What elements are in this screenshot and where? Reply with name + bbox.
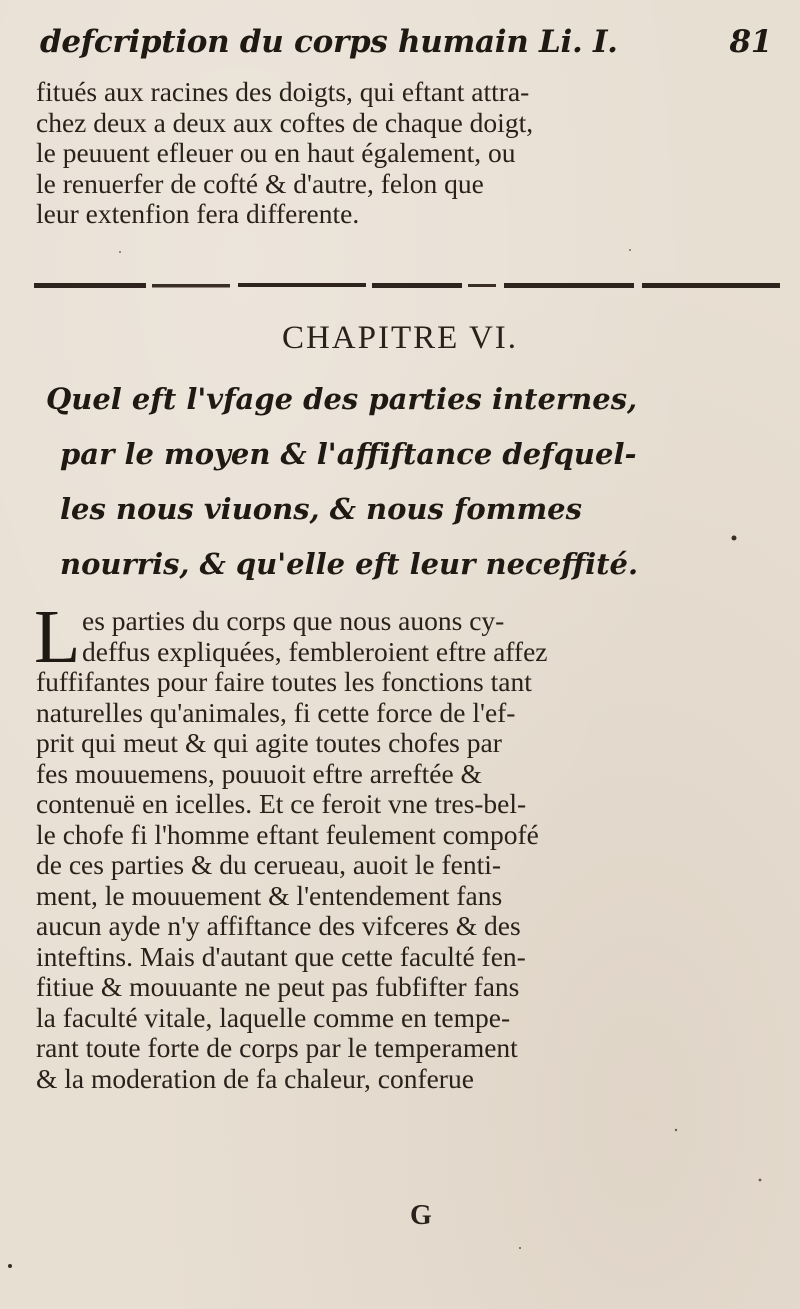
text-line: naturelles qu'animales, fi cette force de l'ef- [36, 697, 516, 728]
drop-cap: L [34, 595, 81, 679]
text-line: le chofe fi l'homme eftant feulement compofé [36, 819, 539, 850]
text-line: de ces parties & du cerueau, auoit le fenti- [36, 850, 502, 880]
text-line: prit qui meut & qui agite toutes chofes par [36, 728, 502, 758]
text-line: fitiue & mouuante ne peut pas fubfifter fans [36, 972, 520, 1002]
text-line: le renuerfer de cofté & d'autre, felon que [36, 168, 484, 199]
decorative-rule [34, 277, 780, 295]
text-line: fitués aux racines des doigts, qui eftant attra- [36, 77, 530, 107]
text-line: la faculté vitale, laquelle comme en tempe- [36, 1002, 511, 1033]
heading-line: Quel eft l'vfage des parties internes, [46, 382, 638, 416]
body-text [34, 595, 786, 1094]
heading-line: nourris, & qu'elle eft leur neceffité. [60, 547, 639, 581]
page-number: 81 [729, 24, 772, 60]
continued-text [36, 77, 786, 230]
heading-line: les nous viuons, & nous fommes [60, 492, 582, 526]
signature-mark: G [410, 1200, 432, 1231]
text-line: chez deux a deux aux coftes de chaque doigt, [36, 107, 534, 138]
text-line: aucun ayde n'y affiftance des vifceres & des [36, 911, 521, 941]
text-line: inteftins. Mais d'autant que cette faculté fen- [36, 941, 526, 972]
text-line: le peuuent efleuer ou en haut également, ou [36, 138, 516, 168]
text-line: & la moderation de fa chaleur, conferue [36, 1063, 474, 1094]
text-line: deffus expliquées, fembleroient eftre affez [82, 636, 548, 667]
chapter-heading [46, 372, 786, 592]
text-line: contenuë en icelles. Et ce feroit vne tres-bel- [36, 789, 527, 819]
text-line: ment, le mouuement & l'entendement fans [36, 880, 503, 911]
text-line: es parties du corps que nous auons cy- [82, 606, 505, 636]
heading-line: par le moyen & l'affiftance defquel- [60, 437, 637, 471]
chapter-title: CHAPITRE VI. [281, 320, 519, 356]
running-head [40, 12, 780, 72]
text-line: leur extenfion fera differente. [36, 199, 360, 229]
text-line: fuffifantes pour faire toutes les fonctions tant [36, 667, 532, 697]
text-line: fes mouuemens, pouuoit eftre arreftée & [36, 758, 482, 789]
text-line: rant toute forte de corps par le temperament [36, 1033, 518, 1063]
running-head-title: defcription du corps humain Li. I. [40, 24, 618, 60]
